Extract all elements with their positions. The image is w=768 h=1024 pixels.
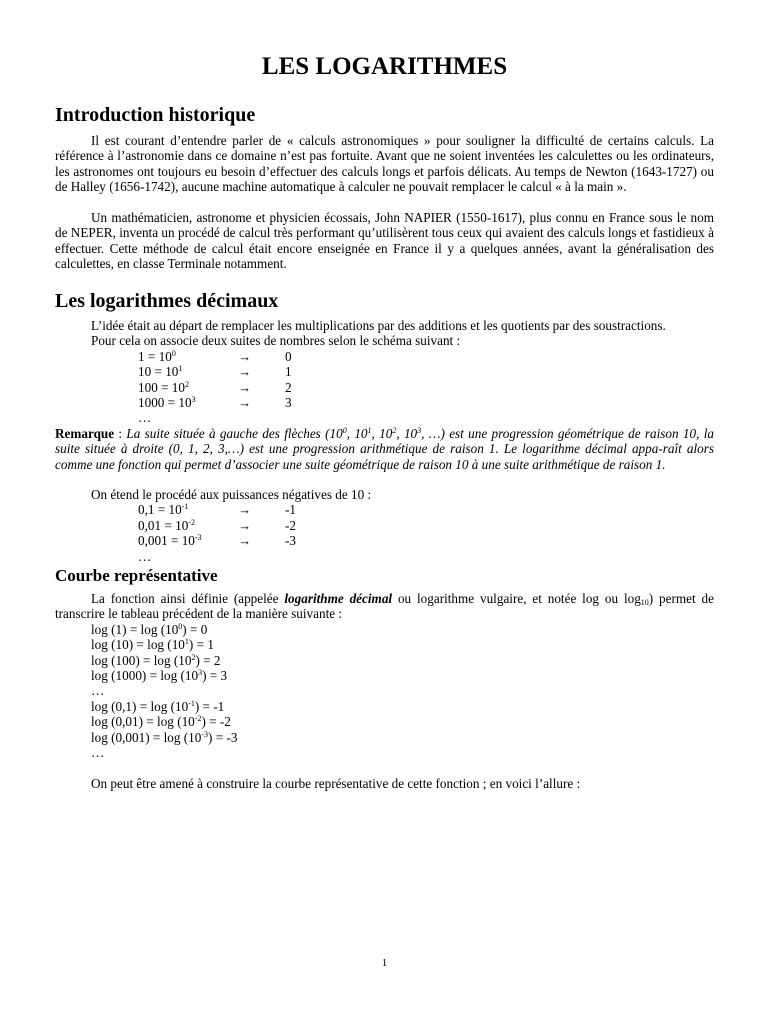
remark-label: Remarque — [55, 426, 115, 441]
arrow-icon: → — [238, 395, 252, 410]
arrow-icon: → — [238, 380, 252, 395]
section-heading-decimaux: Les logarithmes décimaux — [55, 290, 279, 312]
intro-paragraph-2: Un mathématicien, astronome et physicien écossais, John NAPIER (1550-1617), plus connu en France sous le nom de NEPER, inventa un procédé de calcul très performant qu’utilisèrent tous ceux qui avaient des calculs longs et fastidieux à effectuer. Cette méthode de calcul était encore enseignée en France il y a quelques années, avant la généralisation des calculettes, en classe Terminale notamment. — [55, 210, 714, 272]
ellipsis: … — [138, 549, 152, 564]
log-line: $\log (100) = \log (10^2) = 2$ — [91, 653, 221, 668]
log-line: $\log (0,1) = \log (10^{-1}) = -1$ — [91, 699, 225, 714]
log-line: $\log (10) = \log (10^1) = 1$ — [91, 637, 214, 652]
ellipsis: … — [91, 745, 105, 760]
term-logarithme-decimal: logarithme décimal — [284, 591, 393, 606]
log-line: $\log (1000) = \log (10^3) = 3$ — [91, 668, 228, 683]
arrow-icon: → — [238, 533, 252, 548]
courbe-paragraph-1: La fonction ainsi définie (appelée logarithme décimal ou logarithme vulgaire, et notée log ou $\log_{10}$) permet de transcrire le tableau précédent de la manière suivante : — [55, 591, 714, 622]
arrow-icon: → — [238, 502, 252, 517]
log-line: $\log (1) = \log (10^0) = 0$ — [91, 622, 208, 637]
log-line: $\log (0,01) = \log (10^{-2}) = -2$ — [91, 714, 231, 729]
decimaux-paragraph-1: L’idée était au départ de remplacer les multiplications par des additions et les quotients par des soustractions. — [91, 318, 666, 333]
intro-paragraph-1: Il est courant d’entendre parler de « calculs astronomiques » pour souligner la difficulté de certains calculs. La référence à l’astronomie dans ce domaine n’est pas fortuite. Avant que ne soient inventées les calculettes ou les ordinateurs, les astronomes ont toujours eu besoin d’effectuer des calculs longs et parfois délicats. Au temps de Newton (1643-1727) ou de Halley (1656-1742), aucune machine automatique à calculer ne pouvait remplacer le calcul « à la main ». — [55, 133, 714, 195]
section-heading-intro: Introduction historique — [55, 104, 256, 126]
decimaux-paragraph-2: Pour cela on associe deux suites de nombres selon le schéma suivant : — [91, 333, 461, 348]
log-line: $\log (0,001) = \log (10^{-3}) = -3$ — [91, 730, 238, 745]
arrow-icon: → — [238, 349, 252, 364]
courbe-paragraph-2: On peut être amené à construire la courbe représentative de cette fonction ; en voici l’allure : — [91, 776, 581, 791]
arrow-icon: → — [238, 518, 252, 533]
arrow-icon: → — [238, 364, 252, 379]
page-number: 1 — [381, 957, 388, 969]
section-heading-courbe: Courbe représentative — [55, 566, 218, 585]
ellipsis: … — [138, 410, 152, 425]
ellipsis: … — [91, 683, 105, 698]
decimaux-paragraph-3: On étend le procédé aux puissances négatives de 10 : — [91, 487, 372, 502]
remark-paragraph: Remarque : La suite située à gauche des flèches ($10^0$, $10^1$, $10^2$, $10^3$, …) est une progression géométrique de raison 10, la suite située à droite (0, 1, 2, 3,…) est une progression arithmétique de raison 1. Le logarithme décimal appa-raît alors comme une fonction qui permet d’associer une suite géométrique de raison 10 à une suite arithmétique de raison 1. — [55, 426, 714, 472]
page-title: LES LOGARITHMES — [261, 53, 508, 80]
